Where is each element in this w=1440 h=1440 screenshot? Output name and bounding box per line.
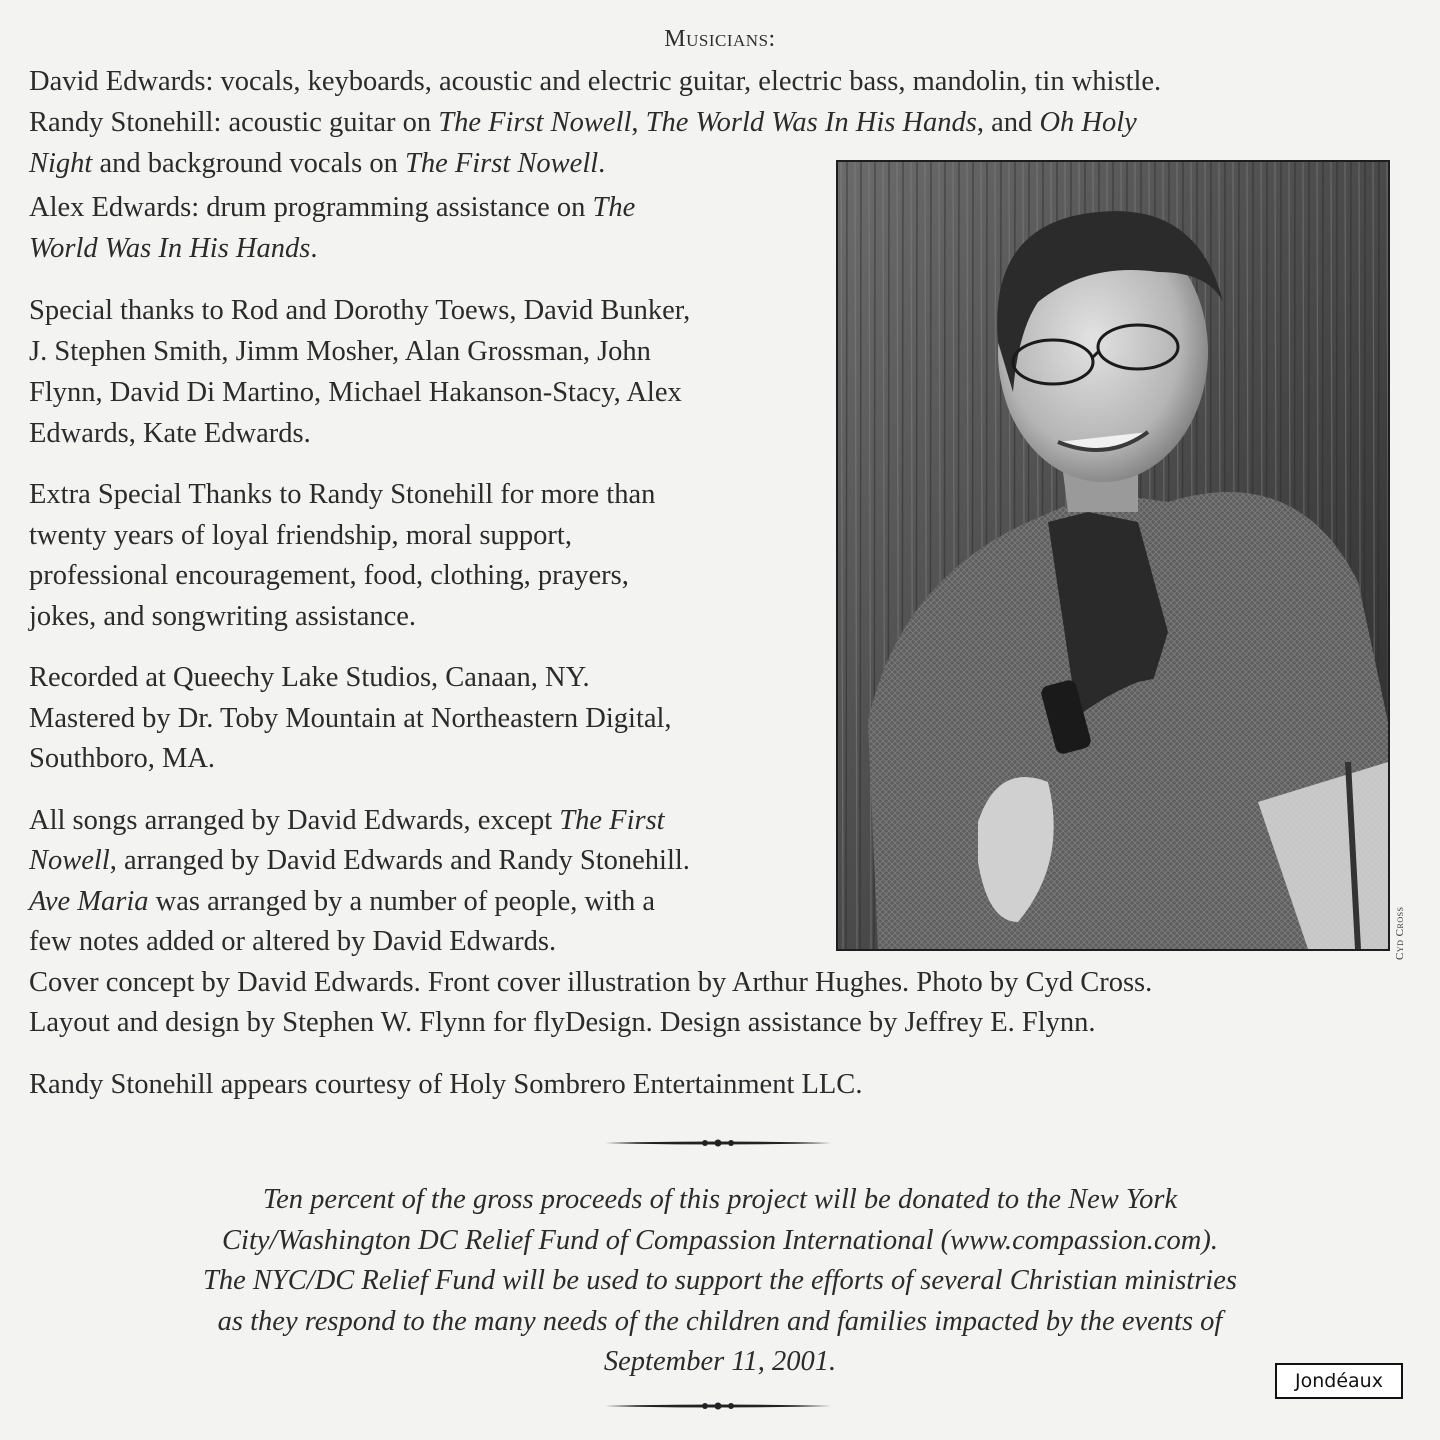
musician-line-randy-cont: Night and background vocals on The First Nowell. (29, 148, 606, 179)
musician-line-david: David Edwards: vocals, keyboards, acoustic and electric guitar, electric bass, mandolin, tin whistle. (29, 66, 1162, 97)
arranged-line: All songs arranged by David Edwards, except The First (29, 805, 665, 836)
donation-line: Ten percent of the gross proceeds of this project will be donated to the New York (262, 1184, 1178, 1215)
cover-credit-line: Cover concept by David Edwards. Front cover illustration by Arthur Hughes. Photo by Cyd Cross. (29, 967, 1153, 998)
portrait-photo (836, 160, 1390, 951)
thanks-line: Flynn, David Di Martino, Michael Hakanson-Stacy, Alex (29, 377, 682, 408)
thanks-line: Edwards, Kate Edwards. (29, 418, 311, 449)
thanks-line: J. Stephen Smith, Jimm Mosher, Alan Grossman, John (29, 336, 651, 367)
donation-line: as they respond to the many needs of the children and families impacted by the events of (217, 1305, 1223, 1337)
arranged-line: Nowell, arranged by David Edwards and Randy Stonehill. (29, 845, 690, 876)
donation-line: City/Washington DC Relief Fund of Compassion International (www.compassion.com). (222, 1224, 1218, 1256)
courtesy-line: Randy Stonehill appears courtesy of Holy Sombrero Entertainment LLC. (29, 1069, 863, 1100)
extra-thanks-line: twenty years of loyal friendship, moral support, (29, 520, 572, 551)
donation-statement (0, 1180, 1440, 1383)
ornamental-divider (605, 1138, 831, 1148)
watermark-stamp: Jondéaux (1275, 1363, 1403, 1399)
design-credit-line: Layout and design by Stephen W. Flynn for flyDesign. Design assistance by Jeffrey E. Flynn. (29, 1007, 1096, 1038)
musician-line-randy: Randy Stonehill: acoustic guitar on The First Nowell, The World Was In His Hands, and Oh Holy (29, 107, 1137, 138)
arranged-line: few notes added or altered by David Edwards. (29, 926, 557, 957)
donation-line: The NYC/DC Relief Fund will be used to support the efforts of several Christian ministries (203, 1265, 1237, 1296)
musician-line-alex-cont: World Was In His Hands. (29, 233, 318, 264)
thanks-line: Special thanks to Rod and Dorothy Toews, David Bunker, (29, 295, 691, 326)
extra-thanks-line: Extra Special Thanks to Randy Stonehill for more than (29, 479, 656, 510)
photo-credit: Cyd Cross (1394, 906, 1406, 960)
extra-thanks-line: jokes, and songwriting assistance. (29, 601, 417, 632)
musicians-heading: Musicians: (664, 26, 776, 52)
donation-line: September 11, 2001. (603, 1346, 837, 1377)
extra-thanks-line: professional encouragement, food, clothing, prayers, (29, 560, 629, 591)
ornamental-divider (605, 1401, 831, 1411)
musician-line-alex: Alex Edwards: drum programming assistance on The (29, 192, 636, 223)
recorded-line: Mastered by Dr. Toby Mountain at Northeastern Digital, (29, 703, 672, 734)
arranged-line: Ave Maria was arranged by a number of people, with a (29, 886, 656, 917)
recorded-line: Southboro, MA. (29, 743, 216, 774)
recorded-line: Recorded at Queechy Lake Studios, Canaan, NY. (29, 662, 590, 693)
